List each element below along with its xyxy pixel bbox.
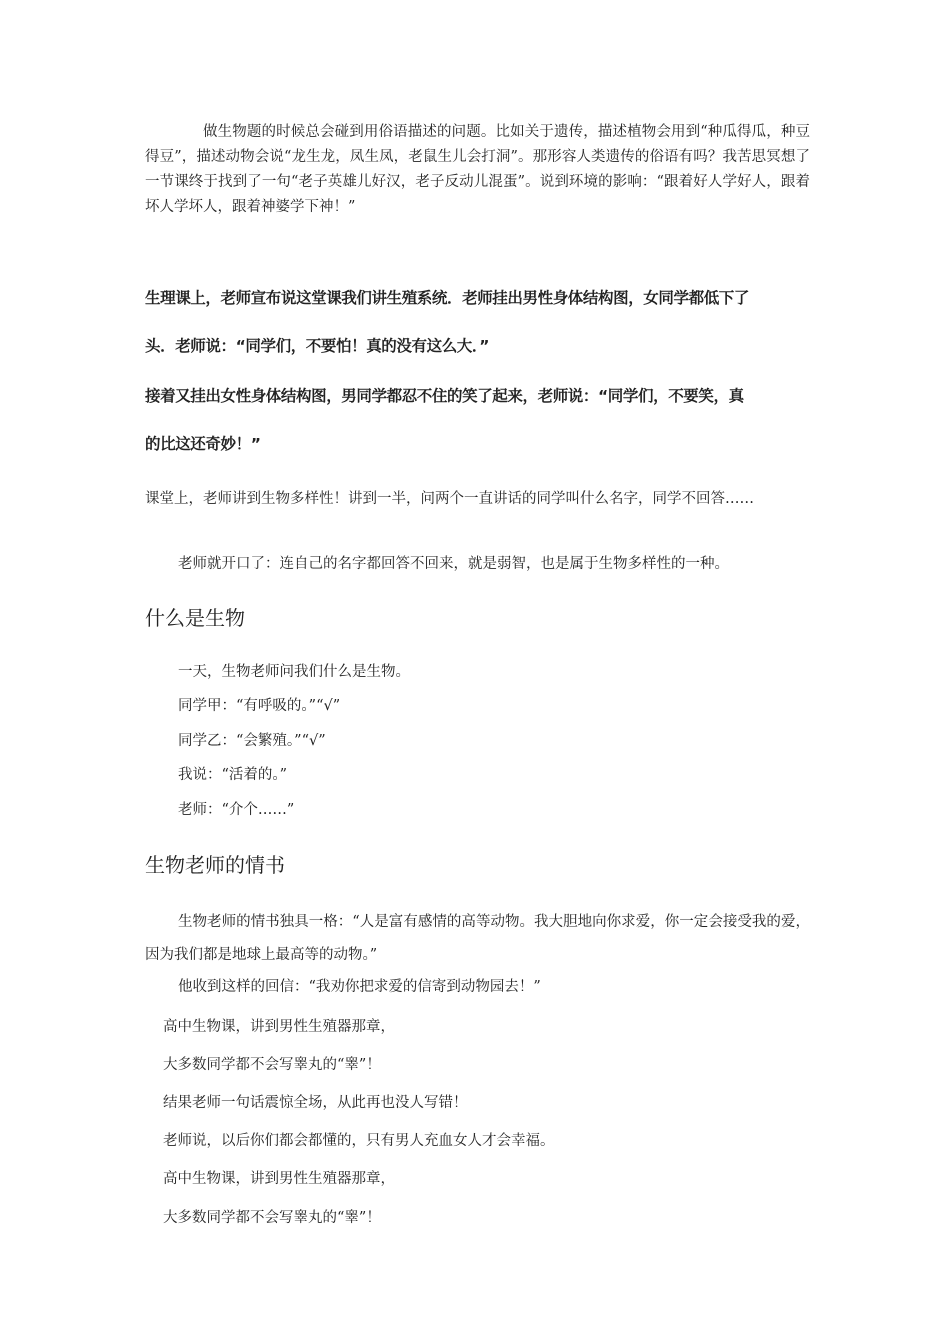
physiology-joke-line: 的比这还奇妙！”	[145, 435, 261, 453]
love-letter-reply: 他收到这样的回信：“我劝你把求爱的信寄到动物园去！”	[178, 979, 541, 995]
closing-line: 大多数同学都不会写睾丸的“睾”！	[163, 1057, 381, 1073]
section-heading-what-is-life: 什么是生物	[145, 606, 245, 630]
diversity-joke-paragraph: 课堂上，老师讲到生物多样性！讲到一半，问两个一直讲话的同学叫什么名字，同学不回答……	[145, 491, 754, 507]
intro-paragraph: 做生物题的时候总会碰到用俗语描述的问题。比如关于遗传，描述植物会用到“种瓜得瓜，种豆得豆”，描述动物会说“龙生龙，凤生凤，老鼠生儿会打洞”。那形容人类遗传的俗语有吗？我苦思冥想了一节课终于找到了一句“老子英雄儿好汉，老子反动儿混蛋”。说到环境的影响：“跟着好人学好人，跟着坏人学坏人，跟着神婆学下神！”	[145, 124, 810, 215]
dialogue-line: 老师：“介个……”	[178, 802, 295, 818]
closing-line: 老师说，以后你们都会都懂的，只有男人充血女人才会幸福。	[163, 1133, 555, 1149]
dialogue-line: 同学甲：“有呼吸的。”“√”	[178, 698, 341, 714]
section-heading-love-letter: 生物老师的情书	[145, 853, 285, 877]
closing-line: 大多数同学都不会写睾丸的“睾”！	[163, 1210, 381, 1226]
physiology-joke-line: 生理课上，老师宣布说这堂课我们讲生殖系统．老师挂出男性身体结构图，女同学都低下了	[145, 289, 750, 307]
love-letter-paragraph: 生物老师的情书独具一格：“人是富有感情的高等动物。我大胆地向你求爱，你一定会接受我的爱，因为我们都是地球上最高等的动物。”	[145, 914, 810, 963]
physiology-joke-line: 接着又挂出女性身体结构图，男同学都忍不住的笑了起来，老师说：“同学们，不要笑，真	[145, 387, 744, 405]
physiology-joke-line: 头．老师说：“同学们，不要怕！真的没有这么大．”	[145, 337, 490, 355]
closing-line: 结果老师一句话震惊全场，从此再也没人写错！	[163, 1095, 468, 1111]
dialogue-line: 我说：“活着的。”	[178, 767, 288, 783]
closing-line: 高中生物课，讲到男性生殖器那章，	[163, 1171, 395, 1187]
dialogue-line: 一天，生物老师问我们什么是生物。	[178, 664, 410, 680]
diversity-joke-punchline: 老师就开口了：连自己的名字都回答不回来，就是弱智，也是属于生物多样性的一种。	[178, 556, 729, 572]
dialogue-line: 同学乙：“会繁殖。”“√”	[178, 733, 326, 749]
closing-line: 高中生物课，讲到男性生殖器那章，	[163, 1019, 395, 1035]
